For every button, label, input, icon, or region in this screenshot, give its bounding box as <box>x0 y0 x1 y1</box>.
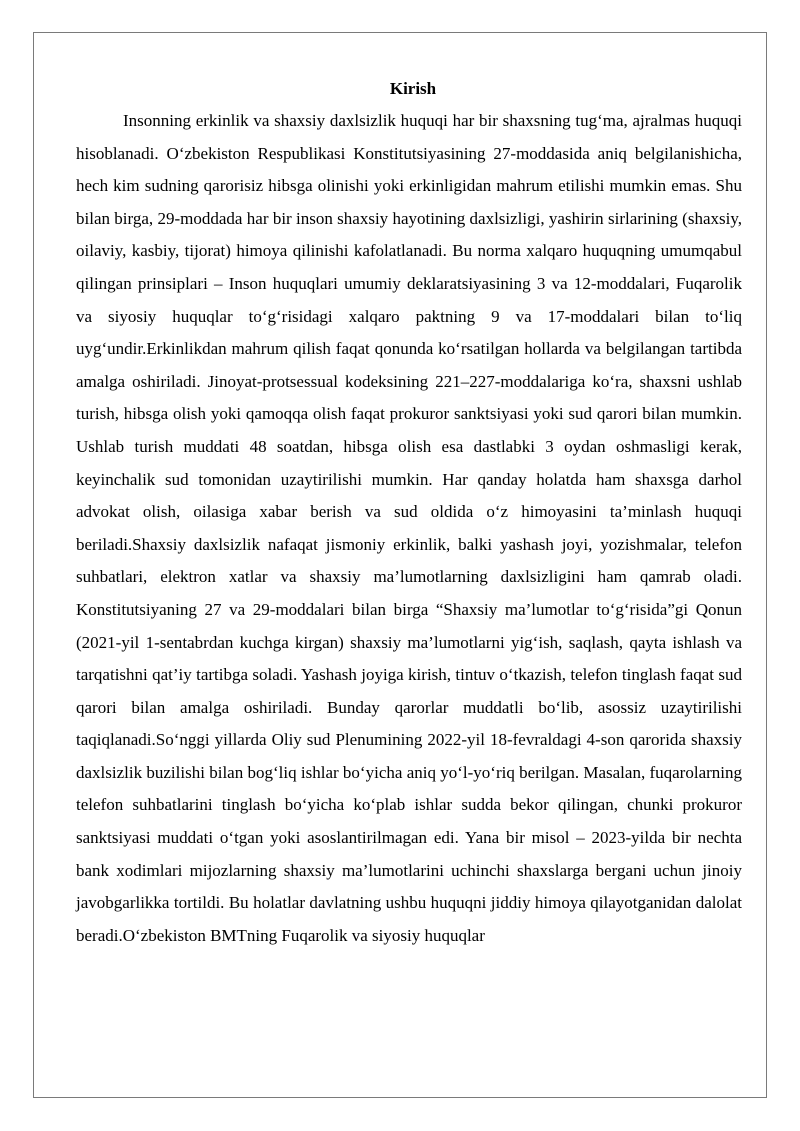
body-paragraph: Insonning erkinlik va shaxsiy daxlsizlik huquqi har bir shaxsning tug‘ma, ajralmas huquqi hisoblanadi. O‘zbekiston Respublikasi Konstitutsiyasining 27-moddasida aniq belgilanishicha, hech kim sudning qarorisiz hibsga olinishi yoki erkinligidan mahrum etilishi mumkin emas. Shu bilan birga, 29-moddada har bir inson shaxsiy hayotining daxlsizligi, yashirin sirlarining (shaxsiy, oilaviy, kasbiy, tijorat) himoya qilinishi kafolatlanadi. Bu norma xalqaro huquqning umumqabul qilingan prinsiplari – Inson huquqlari umumiy deklaratsiyasining 3 va 12-moddalari, Fuqarolik va siyosiy huquqlar to‘g‘risidagi xalqaro paktning 9 va 17-moddalari bilan to‘liq uyg‘undir.Erkinlikdan mahrum qilish faqat qonunda ko‘rsatilgan hollarda va belgilangan tartibda amalga oshiriladi. Jinoyat-protsessual kodeksining 221–227-moddalariga ko‘ra, shaxsni ushlab turish, hibsga olish yoki qamoqqa olish faqat prokuror sanktsiyasi yoki sud qarori bilan mumkin. Ushlab turish muddati 48 soatdan, hibsga olish esa dastlabki 3 oydan oshmasligi kerak, keyinchalik sud tomonidan uzaytirilishi mumkin. Har qanday holatda ham shaxsga darhol advokat olish, oilasiga xabar berish va sud oldida o‘z himoyasini ta’minlash huquqi beriladi.Shaxsiy daxlsizlik nafaqat jismoniy erkinlik, balki yashash joyi, yozishmalar, telefon suhbatlari, elektron xatlar va shaxsiy ma’lumotlarning daxlsizligini ham qamrab oladi. Konstitutsiyaning 27 va 29-moddalari bilan birga “Shaxsiy ma’lumotlar to‘g‘risida”gi Qonun (2021-yil 1-sentabrdan kuchga kirgan) shaxsiy ma’lumotlarni yig‘ish, saqlash, qayta ishlash va tarqatishni qat’iy tartibga soladi. Yashash joyiga kirish, tintuv o‘tkazish, telefon tinglash faqat sud qarori bilan amalga oshiriladi. Bunday qarorlar muddatli bo‘lib, asossiz uzaytirilishi taqiqlanadi.So‘nggi yillarda Oliy sud Plenumining 2022-yil 18-fevraldagi 4-son qarorida shaxsiy daxlsizlik buzilishi bilan bog‘liq ishlar bo‘yicha aniq yo‘l-yo‘riq berilgan. Masalan, fuqarolarning telefon suhbatlarini tinglash bo‘yicha ko‘plab ishlar sudda bekor qilingan, chunki prokuror sanktsiyasi muddati o‘tgan yoki asoslantirilmagan edi. Yana bir misol – 2023-yilda bir nechta bank xodimlari mijozlarning shaxsiy ma’lumotlarini uchinchi shaxslarga bergani uchun jinoiy javobgarlikka tortildi. Bu holatlar davlatning ushbu huquqni jiddiy himoya qilayotganidan dalolat beradi.O‘zbekiston BMTning Fuqarolik va siyosiy huquqlar <box>76 111 742 945</box>
document-content <box>76 73 742 952</box>
page-title: Kirish <box>389 79 437 98</box>
